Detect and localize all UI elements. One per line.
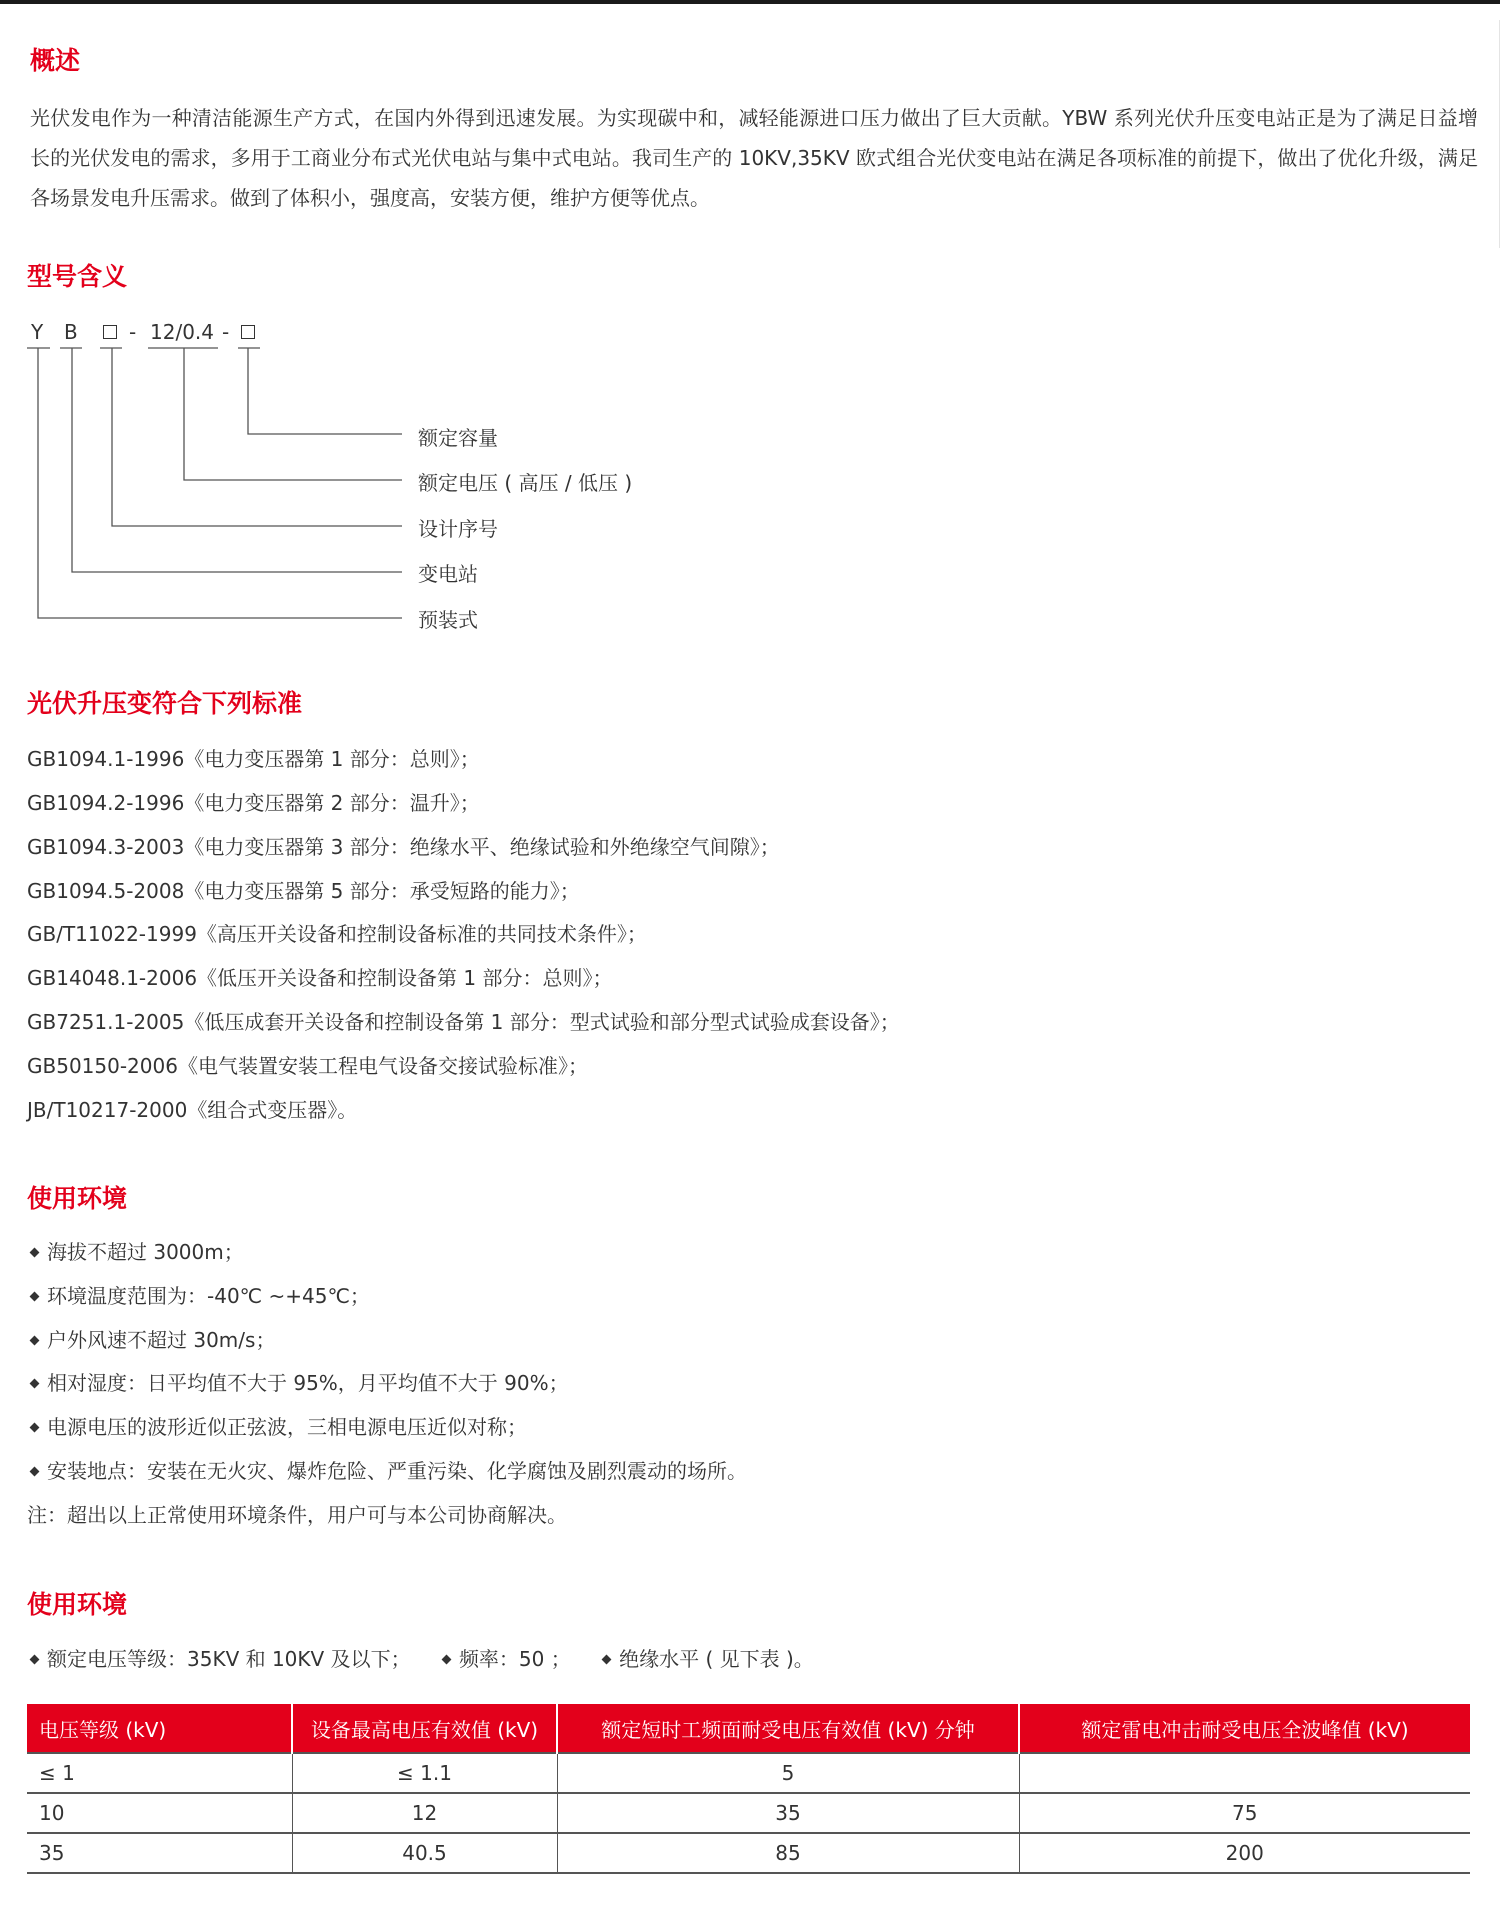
table-cell: 5 bbox=[557, 1753, 1019, 1793]
table-cell: ≤ 1 bbox=[27, 1753, 292, 1793]
environment-item: 环境温度范围为：-40℃ ~+45℃； bbox=[27, 1283, 370, 1309]
environment-item: 电源电压的波形近似正弦波，三相电源电压近似对称； bbox=[27, 1414, 527, 1440]
table-cell: 35 bbox=[557, 1793, 1019, 1833]
param-voltage-class: 额定电压等级：35KV 和 10KV 及以下； bbox=[27, 1647, 411, 1671]
model-code-diagram bbox=[0, 340, 420, 630]
model-legend-capacity: 额定容量 bbox=[418, 426, 498, 450]
bullet-icon bbox=[30, 1422, 40, 1432]
standard-item: GB1094.5-2008《电力变压器第 5 部分：承受短路的能力》； bbox=[27, 879, 580, 903]
environment-item: 户外风速不超过 30m/s； bbox=[27, 1327, 275, 1353]
model-code-dash-2: - bbox=[222, 320, 230, 344]
model-heading: 型号含义 bbox=[27, 262, 128, 291]
model-code-voltage: 12/0.4 bbox=[150, 320, 214, 344]
table-cell: 200 bbox=[1019, 1833, 1470, 1873]
table-cell: 35 bbox=[27, 1833, 292, 1873]
model-legend-substation: 变电站 bbox=[418, 562, 478, 586]
table-cell: ≤ 1.1 bbox=[292, 1753, 557, 1793]
environment-item: 相对湿度：日平均值不大于 95%，月平均值不大于 90%； bbox=[27, 1370, 569, 1396]
table-header-cell: 电压等级 (kV) bbox=[27, 1704, 292, 1753]
model-code-dash-1: - bbox=[129, 320, 137, 344]
model-code-y: Y bbox=[31, 320, 44, 344]
table-cell: 12 bbox=[292, 1793, 557, 1833]
model-code-box-2 bbox=[241, 325, 255, 339]
overview-heading: 概述 bbox=[30, 46, 81, 75]
standard-item: GB1094.1-1996《电力变压器第 1 部分：总则》； bbox=[27, 747, 480, 771]
model-code-b: B bbox=[64, 320, 78, 344]
table-cell: 10 bbox=[27, 1793, 292, 1833]
table-header-cell: 设备最高电压有效值 (kV) bbox=[292, 1704, 557, 1753]
standard-item: GB7251.1-2005《低压成套开关设备和控制设备第 1 部分：型式试验和部分型式试验成套设备》； bbox=[27, 1010, 900, 1034]
ratings-params bbox=[27, 1646, 836, 1672]
environment-heading: 使用环境 bbox=[27, 1184, 128, 1213]
table-row bbox=[27, 1793, 1470, 1833]
model-legend-design-no: 设计序号 bbox=[418, 517, 498, 541]
standard-item: JB/T10217-2000《组合式变压器》。 bbox=[27, 1098, 358, 1122]
environment-item: 安装地点：安装在无火灾、爆炸危险、严重污染、化学腐蚀及剧烈震动的场所。 bbox=[27, 1458, 747, 1484]
bullet-icon bbox=[30, 1335, 40, 1345]
table-row bbox=[27, 1833, 1470, 1873]
table-cell bbox=[1019, 1753, 1470, 1793]
insulation-table bbox=[27, 1704, 1470, 1874]
bullet-icon bbox=[602, 1654, 612, 1664]
table-cell: 75 bbox=[1019, 1793, 1470, 1833]
standard-item: GB1094.3-2003《电力变压器第 3 部分：绝缘水平、绝缘试验和外绝缘空气间隙》； bbox=[27, 835, 780, 859]
table-row bbox=[27, 1753, 1470, 1793]
bullet-icon bbox=[30, 1291, 40, 1301]
bullet-icon bbox=[441, 1654, 451, 1664]
table-header-row bbox=[27, 1704, 1470, 1753]
bullet-icon bbox=[30, 1654, 40, 1664]
model-code-box-1 bbox=[103, 325, 117, 339]
param-insulation: 绝缘水平 ( 见下表 )。 bbox=[599, 1647, 814, 1671]
top-border bbox=[0, 0, 1500, 4]
bullet-icon bbox=[30, 1378, 40, 1388]
standards-heading: 光伏升压变符合下列标准 bbox=[27, 689, 303, 718]
model-legend-prefab: 预装式 bbox=[418, 608, 478, 632]
table-header-cell: 额定雷电冲击耐受电压全波峰值 (kV) bbox=[1019, 1704, 1470, 1753]
standard-item: GB/T11022-1999《高压开关设备和控制设备标准的共同技术条件》； bbox=[27, 922, 647, 946]
standard-item: GB1094.2-1996《电力变压器第 2 部分：温升》； bbox=[27, 791, 480, 815]
standard-item: GB14048.1-2006《低压开关设备和控制设备第 1 部分：总则》； bbox=[27, 966, 613, 990]
environment-item: 海拔不超过 3000m； bbox=[27, 1239, 244, 1265]
bullet-icon bbox=[30, 1466, 40, 1476]
model-legend-voltage: 额定电压 ( 高压 / 低压 ) bbox=[418, 471, 633, 495]
standard-item: GB50150-2006《电气装置安装工程电气设备交接试验标准》； bbox=[27, 1054, 588, 1078]
bullet-icon bbox=[30, 1247, 40, 1257]
environment-note: 注：超出以上正常使用环境条件，用户可与本公司协商解决。 bbox=[27, 1503, 567, 1527]
table-cell: 85 bbox=[557, 1833, 1019, 1873]
table-cell: 40.5 bbox=[292, 1833, 557, 1873]
ratings-heading: 使用环境 bbox=[27, 1590, 128, 1619]
param-frequency: 频率：50 ； bbox=[439, 1647, 571, 1671]
table-header-cell: 额定短时工频面耐受电压有效值 (kV) 分钟 bbox=[557, 1704, 1019, 1753]
overview-text: 光伏发电作为一种清洁能源生产方式，在国内外得到迅速发展。为实现碳中和，减轻能源进口压力做出了巨大贡献。YBW 系列光伏升压变电站正是为了满足日益增长的光伏发电的需求，多用于工商业分布式光伏电站与集中式电站。我司生产的 10KV,35KV 欧式组合光伏变电站在满足各项标准的前提下，做出了优化升级，满足各场景发电升压需求。做到了体积小，强度高，安装方便，维护方便等优点。 bbox=[30, 106, 1478, 210]
